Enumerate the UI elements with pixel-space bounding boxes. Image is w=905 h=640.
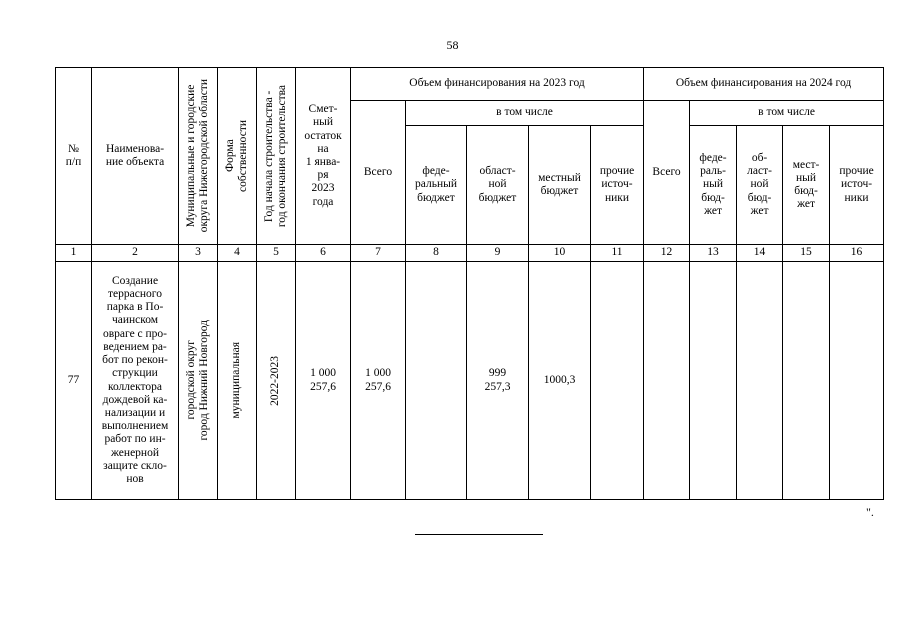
header-regional-2024: об- ласт- ной бюд- жет: [737, 126, 783, 245]
financing-table: [55, 67, 884, 500]
footer-divider: [415, 534, 543, 535]
header-total-2023: Всего: [351, 101, 406, 245]
other-2023-value: [591, 262, 644, 500]
header-estimated-balance: Смет- ный остаток на 1 янва- ря 2023 года: [296, 68, 351, 245]
header-total-2024: Всего: [644, 101, 690, 245]
column-number: 2: [92, 245, 179, 262]
header-including-2023: в том числе: [406, 101, 644, 126]
header-local-2023: местный бюджет: [529, 126, 591, 245]
column-number: 12: [644, 245, 690, 262]
federal-2024-value: [690, 262, 737, 500]
column-number: 10: [529, 245, 591, 262]
header-including-2024: в том числе: [690, 101, 884, 126]
column-number: 15: [783, 245, 830, 262]
row-number: 77: [56, 262, 92, 500]
regional-2024-value: [737, 262, 783, 500]
local-2024-value: [783, 262, 830, 500]
column-number: 3: [179, 245, 218, 262]
header-ownership: Форма собственности: [218, 68, 257, 245]
header-local-2024: мест- ный бюд- жет: [783, 126, 830, 245]
column-number: 16: [830, 245, 884, 262]
column-number: 14: [737, 245, 783, 262]
column-number: 7: [351, 245, 406, 262]
header-regional-2023: област- ной бюджет: [467, 126, 529, 245]
federal-2023-value: [406, 262, 467, 500]
header-district: Муниципальные и городские округа Нижегородской области: [179, 68, 218, 245]
other-2024-value: [830, 262, 884, 500]
header-other-2024: прочие источ- ники: [830, 126, 884, 245]
estimated-balance-value: 1 000 257,6: [296, 262, 351, 500]
column-number: 1: [56, 245, 92, 262]
district-cell: городской округ город Нижний Новгород: [179, 262, 218, 500]
total-2023-value: 1 000 257,6: [351, 262, 406, 500]
header-federal-2024: феде- раль- ный бюд- жет: [690, 126, 737, 245]
regional-2023-value: 999 257,3: [467, 262, 529, 500]
column-number: 4: [218, 245, 257, 262]
header-financing-2023: Объем финансирования на 2023 год: [351, 68, 644, 101]
column-numbers-row: [56, 245, 884, 262]
table-row: [56, 262, 884, 500]
header-years: Год начала строительства - год окончания строительства: [257, 68, 296, 245]
years-cell: 2022-2023: [257, 262, 296, 500]
closing-quote: ".: [866, 505, 874, 519]
header-financing-2024: Объем финансирования на 2024 год: [644, 68, 884, 101]
column-number: 5: [257, 245, 296, 262]
header-number: № п/п: [56, 68, 92, 245]
header-object-name: Наименова- ние объекта: [92, 68, 179, 245]
object-name: Создание террасного парка в По- чаинском овраге с про- ведением ра- бот по рекон- струкции коллектора дождевой ка- нализации и выполнением работ по ин- женерной защите скло- нов: [92, 262, 179, 500]
column-number: 8: [406, 245, 467, 262]
column-number: 13: [690, 245, 737, 262]
header-federal-2023: феде- ральный бюджет: [406, 126, 467, 245]
local-2023-value: 1000,3: [529, 262, 591, 500]
ownership-cell: муниципальная: [218, 262, 257, 500]
column-number: 11: [591, 245, 644, 262]
page-number: 58: [446, 38, 459, 52]
column-number: 6: [296, 245, 351, 262]
column-number: 9: [467, 245, 529, 262]
header-other-2023: прочие источ- ники: [591, 126, 644, 245]
total-2024-value: [644, 262, 690, 500]
